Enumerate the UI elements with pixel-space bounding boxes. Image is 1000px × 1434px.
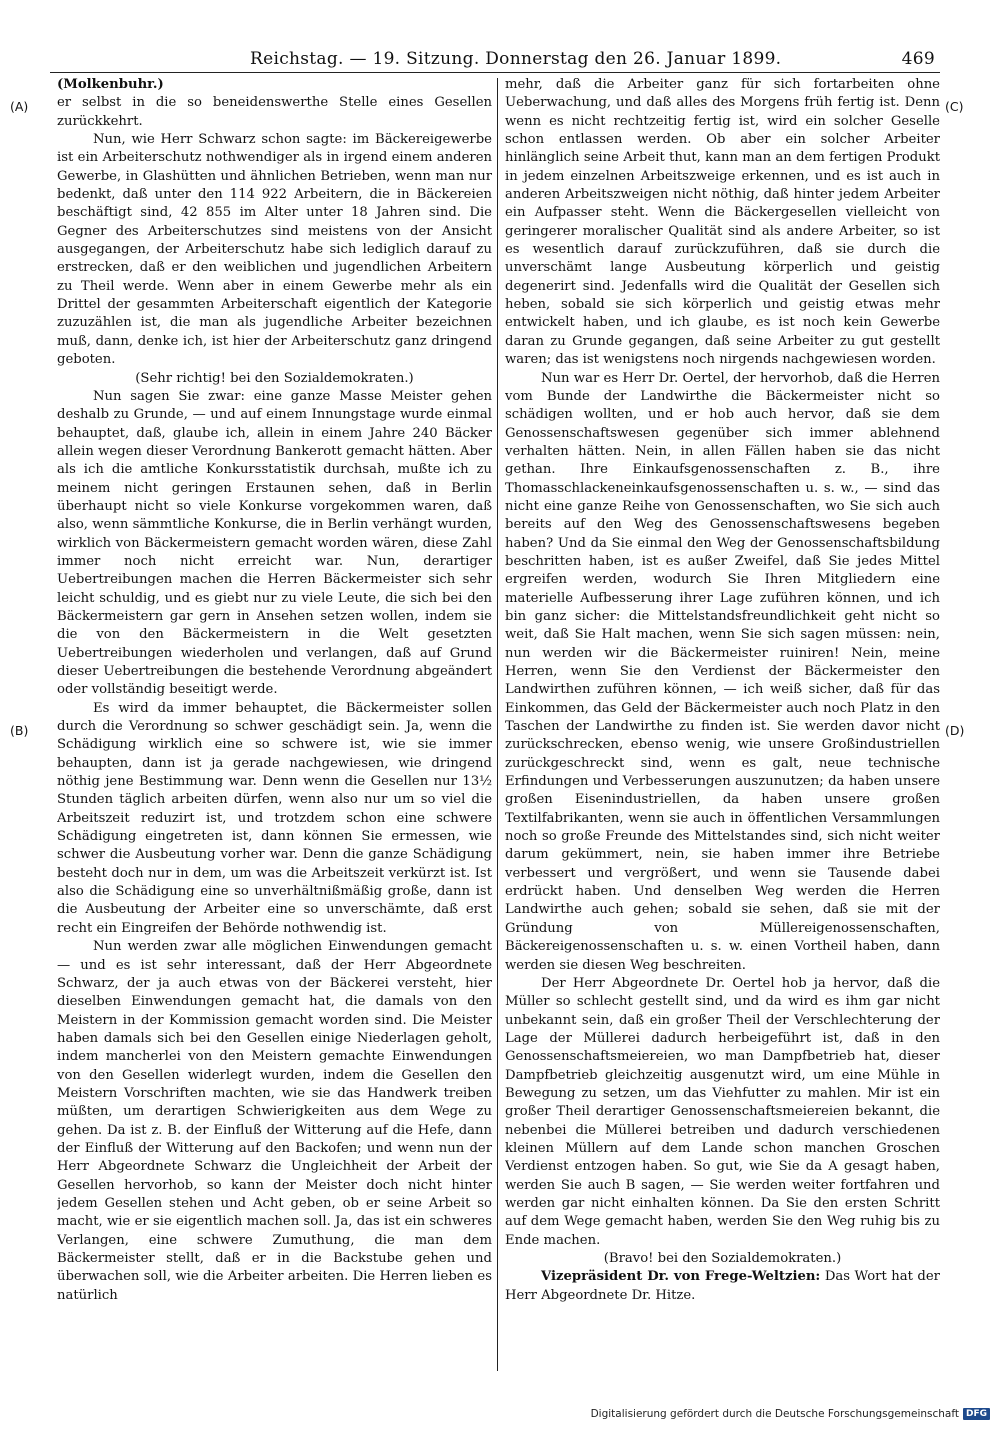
paragraph: er selbst in die so beneidenswerthe Stelle eines Gesellen zurückkehrt. <box>57 95 492 129</box>
page-number: 469 <box>901 49 935 69</box>
paragraph: Nun, wie Herr Schwarz schon sagte: im Bäckereigewerbe ist ein Arbeiterschutz nothwendiger als in irgend einem anderen Gewerbe, in Glashütten und ähnlichen Betrieben, wenn man nur bedenkt, daß unter den 114 922 Arbeitern, die in Bäckereien beschäftigt sind, 42 855 im Alter unter 18 Jahren sind. Die Gegner des Arbeiterschutzes sind meistens von der Ansicht ausgegangen, der Arbeiterschutz habe sich lediglich darauf zu erstrecken, daß er den weiblichen und jugendlichen Arbeitern zu Theil werde. Wenn aber in einem Gewerbe mehr als ein Drittel der gesammten Arbeiterschaft eigentlich der Kategorie zuzuzählen ist, die man als jugendliche Arbeiter bezeichnen muß, dann, denke ich, ist hier der Arbeiterschutz ganz dringend geboten. <box>57 132 492 368</box>
interjection: (Sehr richtig! bei den Sozialdemokraten.) <box>135 370 414 386</box>
column-divider <box>497 78 498 1371</box>
margin-label-d: (D) <box>945 723 965 738</box>
margin-label-b: (B) <box>10 723 29 738</box>
paragraph: Der Herr Abgeordnete Dr. Oertel hob ja hervor, daß die Müller so schlecht gestellt sind, und da wird es ihm gar nicht unbekannt sein, daß ein großer Theil der Verschlechterung der Lage der Müllerei dadurch herbeigeführt ist, daß in den Genossenschaftsmeiereien, wo man Dampfbetrieb hat, dieser Dampfbetrieb gleichzeitig ausgenutzt wird, um eine Mühle in Bewegung zu setzen, um das Viehfutter zu mahlen. Mir ist ein großer Theil derartiger Genossenschaftsmeiereien bekannt, die nebenbei die Müllerei betreiben und dadurch verschiedenen kleinen Müllern auf dem Lande schon manchen Groschen Verdienst entzogen haben. So gut, wie Sie da A gesagt haben, werden Sie auch B sagen, — Sie werden weiter fortfahren und werden gar nicht einhalten können. Da Sie den ersten Schritt auf dem Wege gemacht haben, werden Sie den Weg ruhig bis zu Ende machen. <box>505 975 940 1248</box>
credit-text: Digitalisierung gefördert durch die Deutsche Forschungsgemeinschaft <box>590 1408 959 1420</box>
paragraph: mehr, daß die Arbeiter ganz für sich fortarbeiten ohne Ueberwachung, und daß alles des Morgens früh fertig ist. Denn wenn es nicht rechtzeitig fertig ist, wird ein solcher Geselle schon entlassen werden. Ob aber ein solcher Arbeiter hinlänglich seine Arbeit thut, kann man an dem fertigen Produkt in jedem einzelnen Arbeitszweige erkennen, und es ist auch in anderen Arbeitszweigen nicht nöthig, daß hinter jedem Arbeiter ein Aufpasser steht. Wenn die Bäckergesellen vielleicht von geringerer moralischer Qualität sind als andere Arbeiter, so ist es wesentlich darauf zurückzuführen, daß sie durch die unverschämt lange Ausbeutung körperlich und geistig degenerirt sind. Jedenfalls wird die Qualität der Gesellen sich heben, sobald sie sich körperlich und geistig etwas mehr entwickelt haben, und ich glaube, es ist noch kein Gewerbe daran zu Grunde gegangen, daß seine Arbeiter zu gut gestellt waren; das ist wenigstens noch nirgends nachgewiesen worden. <box>505 77 940 368</box>
right-column <box>505 76 940 1371</box>
header-title: Reichstag. — 19. Sitzung. Donnerstag den 26. Januar 1899. <box>250 49 782 69</box>
margin-label-c: (C) <box>945 99 964 114</box>
dfg-logo: DFG <box>963 1408 990 1420</box>
paragraph: Nun werden zwar alle möglichen Einwendungen gemacht — und es ist sehr interessant, daß der Herr Abgeordnete Schwarz, der ja auch etwas von der Bäckerei versteht, hier dieselben Einwendungen gemacht hat, die damals von den Meistern in der Kommission gemacht worden sind. Die Meister haben damals sich bei den Gesellen einige Niederlagen geholt, indem mancherlei von den Meistern gemachte Einwendungen von den Gesellen widerlegt wurden, indem die Gesellen den Meistern Vorschriften machten, wie sie das Handwerk treiben müßten, um derartigen Schwierigkeiten aus dem Wege zu gehen. Da ist z. B. der Einfluß der Witterung auf die Hefe, dann der Einfluß der Witterung auf den Backofen; und wenn nun der Herr Abgeordnete Schwarz die Ungleichheit der Arbeit der Gesellen hervorhob, so kann der Meister doch nicht hinter jedem Gesellen stehen und Acht geben, ob er seine Arbeit so macht, wie er sie eigentlich machen soll. Ja, das ist ein schweres Verlangen, eine schwere Zumuthung, die man dem Bäckermeister stellt, daß er in die Backstube gehen und überwachen soll, wie die Arbeiter arbeiten. Die Herren lieben es natürlich <box>57 939 492 1303</box>
paragraph: Nun war es Herr Dr. Oertel, der hervorhob, daß die Herren vom Bunde der Landwirthe die Bäckermeister nicht so schädigen wollten, und er hob auch hervor, daß sie dem Genossenschaftswesen gegenüber sich immer ablehnend verhalten hätten. Nein, in allen Fällen haben sie das nicht gethan. Ihre Einkaufsgenossenschaften z. B., ihre Thomasschlackeneinkaufsgenossenschaften u. s. w., — sind das nicht eine ganze Reihe von Genossenschaften, wo Sie sich auch bereits auf den Weg des Genossenschaftswesens begeben haben? Und da Sie einmal den Weg der Genossenschaftsbildung beschritten haben, ist es außer Zweifel, daß Sie jedes Mittel ergreifen werden, wodurch Sie Ihren Mitgliedern eine materielle Aufbesserung ihrer Lage zuführen können, und ich bin ganz sicher: die Mittelstandsfreundlichkeit geht nicht so weit, daß Sie Halt machen, wenn Sie sich sagen müssen: nein, nun werden wir die Bäckermeister ruiniren! Nein, meine Herren, wenn Sie den Verdienst der Bäckermeister den Landwirthen zuführen können, — ich weiß sicher, daß für das Einkommen, das Geld der Bäckermeister auch noch Platz in den Taschen der Landwirthe zu finden ist. Sie werden davor nicht zurückschrecken, ebenso wenig, wie unsere Großindustriellen zurückgeschreckt sind, wenn es galt, neue technische Erfindungen und Verbesserungen auszunutzen; da haben unsere großen Eisenindustriellen, da haben unsere großen Textilfabrikanten, wenn sie auch in öffentlichen Versammlungen noch so große Freunde des Mittelstandes sind, sich nicht weiter darum gekümmert, nein, sie haben immer ihre Betriebe verbessert und vergrößert, und wenn sie Tausende dabei erdrückt haben. Und denselben Weg werden die Herren Landwirthe auch gehen; sobald sie sehen, daß sie mit der Gründung von Müllereigenossenschaften, Bäckereigenossenschaften u. s. w. einen Vortheil haben, dann werden sie diesen Weg beschreiten. <box>505 370 940 973</box>
header-divider <box>50 72 940 73</box>
speaker-name: Vizepräsident Dr. von Frege-Weltzien: <box>541 1269 821 1285</box>
digitization-credit <box>591 1408 990 1420</box>
interjection: (Bravo! bei den Sozialdemokraten.) <box>603 1251 842 1266</box>
paragraph: Es wird da immer behauptet, die Bäckermeister sollen durch die Verordnung so schwer geschädigt sein. Ja, wenn die Schädigung wirklich eine so schwere ist, wie sie immer behaupten, dann ist ja gerade nachgewiesen, wie dringend nöthig jene Bestimmung war. Denn wenn die Gesellen nur 13½ Stunden täglich arbeiten dürfen, wenn also nur um so viel die Arbeitszeit reduzirt ist, und trotzdem schon eine schwere Schädigung eingetreten ist, dann können Sie ermessen, wie schwer die Ausbeutung vorher war. Denn die ganze Schädigung besteht doch nur in dem, um was die Arbeitszeit verkürzt ist. Ist also die Schädigung eine so unverhältnißmäßig große, dann ist die Ausbeutung der Arbeiter eine so unverschämte, daß erst recht ein Eingreifen der Behörde nothwendig ist. <box>57 700 492 936</box>
paragraph: Nun sagen Sie zwar: eine ganze Masse Meister gehen deshalb zu Grunde, — und auf einem Innungstage wurde einmal behauptet, daß, glaube ich, allein in einem Jahre 240 Bäcker allein wegen dieser Verordnung Bankerott gemacht hätten. Aber als ich die amtliche Konkursstatistik durchsah, mußte ich zu meinem nicht geringen Erstaunen sehen, daß in Berlin überhaupt nicht so viele Konkurse vorgekommen waren, daß also, wenn sämmtliche Konkurse, die in Berlin verhängt wurden, wirklich von Bäckermeistern gemacht worden wären, diese Zahl immer noch nicht erreicht war. Nun, derartiger Uebertreibungen machen die Herren Bäckermeister sich sehr leicht schuldig, und es giebt nur zu viele Leute, die sich bei den Bäckermeistern gar gern in Ansehen setzen wollen, indem sie die von den Bäckermeistern in die Welt gesetzten Uebertreibungen wiederholen und verlangen, daß auf Grund dieser Uebertreibungen die bestehende Verordnung abgeändert oder vollständig beseitigt werde. <box>57 388 492 698</box>
margin-label-a: (A) <box>10 99 29 114</box>
speaker-tag: (Molkenbuhr.) <box>57 77 164 92</box>
left-column <box>57 76 492 1371</box>
closing-text: Das Wort hat der Herr Abgeordnete Dr. Hitze. <box>505 1269 940 1303</box>
closing-paragraph <box>505 1268 940 1305</box>
running-header <box>35 45 935 75</box>
